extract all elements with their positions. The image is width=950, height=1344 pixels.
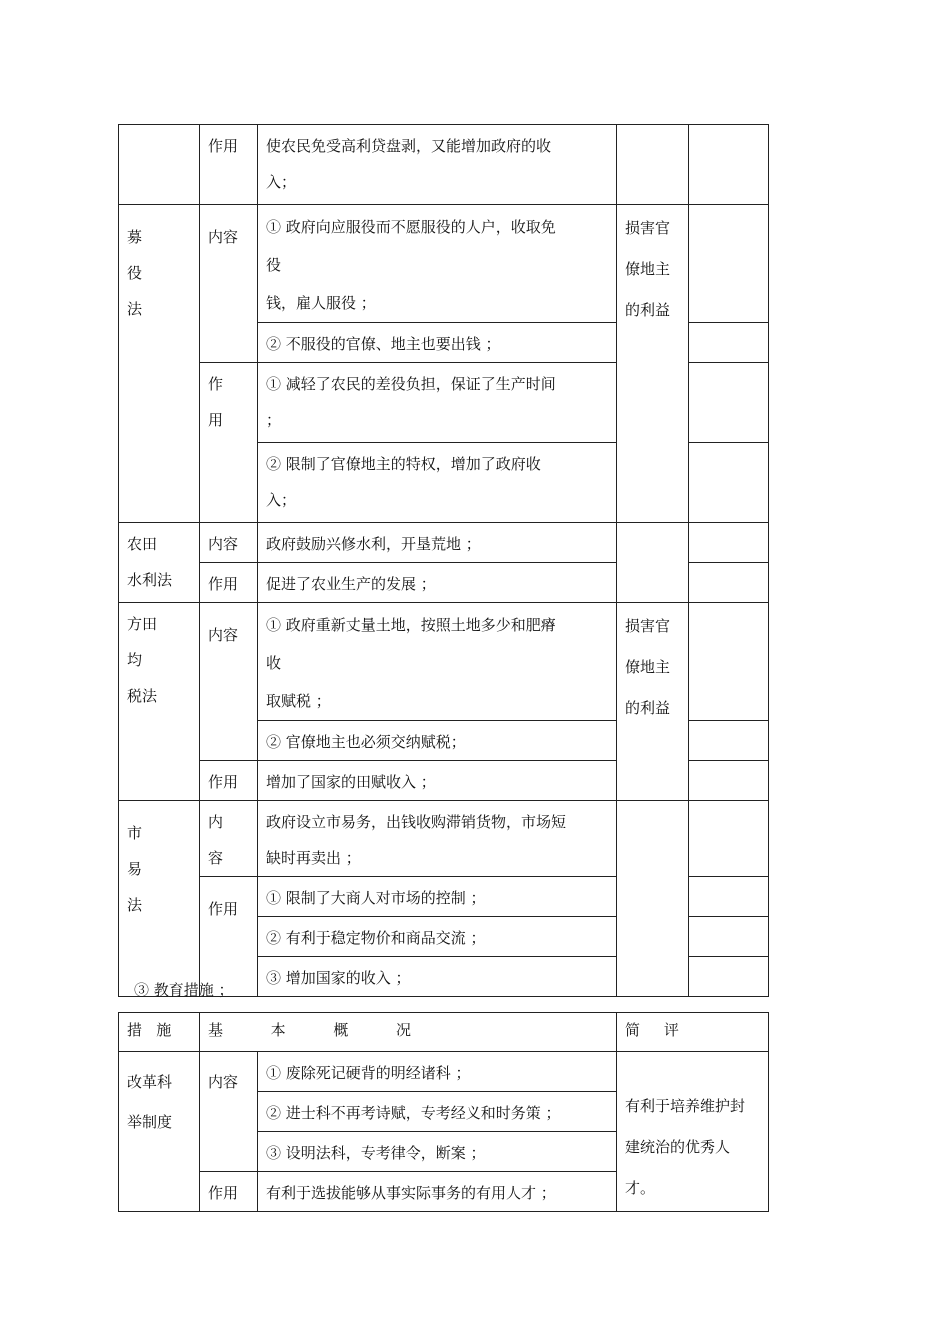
extra-cell bbox=[689, 125, 769, 205]
extra-cell bbox=[689, 917, 769, 957]
content-label: 内 容 bbox=[200, 801, 258, 877]
extra-cell bbox=[689, 761, 769, 801]
effect-label: 作用 bbox=[200, 761, 258, 801]
extra-cell bbox=[689, 563, 769, 603]
extra-cell bbox=[689, 205, 769, 323]
extra-cell bbox=[689, 721, 769, 761]
comment-cell-empty bbox=[617, 523, 689, 603]
effect-text: 促进了农业生产的发展 ； bbox=[258, 563, 617, 603]
content-item-1: ① 废除死记硬背的明经诸科 ； bbox=[258, 1052, 617, 1092]
content-item-2: ② 进士科不再考诗赋，专考经义和时务策 ； bbox=[258, 1092, 617, 1132]
extra-cell bbox=[689, 523, 769, 563]
comment-fangtian: 损害官 僚地主 的利益 bbox=[617, 603, 689, 801]
content-text: 政府鼓励兴修水利，开垦荒地 ； bbox=[258, 523, 617, 563]
effect-text: 有利于选拔能够从事实际事务的有用人才 ； bbox=[258, 1172, 617, 1212]
comment-cell-empty bbox=[617, 125, 689, 205]
measure-keju: 改革科 举制度 bbox=[119, 1052, 200, 1212]
content-text: 政府设立市易务，出钱收购滞销货物，市场短 缺时再卖出 ； bbox=[258, 801, 617, 877]
header-basic: 基 本 概 况 bbox=[200, 1013, 617, 1052]
measure-fangtian: 方田 均 税法 bbox=[119, 603, 200, 801]
content-label: 内容 bbox=[200, 205, 258, 363]
content-item-1: ① 政府重新丈量土地，按照土地多少和肥瘠 收 取赋税 ； bbox=[258, 603, 617, 721]
extra-cell bbox=[689, 957, 769, 997]
effect-text: 增加了国家的田赋收入 ； bbox=[258, 761, 617, 801]
content-label: 内容 bbox=[200, 603, 258, 761]
effect-item-1: ① 减轻了农民的差役负担，保证了生产时间 ； bbox=[258, 363, 617, 443]
extra-cell bbox=[689, 363, 769, 443]
measure-shiyi: 市 易 法 bbox=[119, 801, 200, 997]
extra-cell bbox=[689, 603, 769, 721]
effect-label: 作用 bbox=[200, 877, 258, 997]
content-item-2: ② 官僚地主也必须交纳赋税； bbox=[258, 721, 617, 761]
extra-cell bbox=[689, 877, 769, 917]
extra-cell bbox=[689, 323, 769, 363]
header-measure: 措 施 bbox=[119, 1013, 200, 1052]
measure-mianyi: 募 役 法 bbox=[119, 205, 200, 523]
comment-keju: 有利于培养维护封 建统治的优秀人 才。 bbox=[617, 1052, 769, 1212]
effect-text: 使农民免受高利贷盘剥，又能增加政府的收 入； bbox=[258, 125, 617, 205]
measure-cell-empty bbox=[119, 125, 200, 205]
section-note-education: ③ 教育措施 ； bbox=[134, 981, 234, 999]
effect-label: 作用 bbox=[200, 563, 258, 603]
effect-label: 作用 bbox=[200, 125, 258, 205]
comment-cell-empty bbox=[617, 801, 689, 997]
extra-cell bbox=[689, 801, 769, 877]
content-label: 内容 bbox=[200, 1052, 258, 1172]
reform-table-economy bbox=[118, 124, 769, 997]
header-comment: 简 评 bbox=[617, 1013, 769, 1052]
content-item-2: ② 不服役的官僚、地主也要出钱 ； bbox=[258, 323, 617, 363]
content-label: 内容 bbox=[200, 523, 258, 563]
content-item-3: ③ 设明法科，专考律令，断案 ； bbox=[258, 1132, 617, 1172]
effect-item-2: ② 限制了官僚地主的特权，增加了政府收 入； bbox=[258, 443, 617, 523]
effect-item-2: ② 有利于稳定物价和商品交流 ； bbox=[258, 917, 617, 957]
effect-item-1: ① 限制了大商人对市场的控制 ； bbox=[258, 877, 617, 917]
content-item-1: ① 政府向应服役而不愿服役的人户，收取免 役 钱，雇人服役 ； bbox=[258, 205, 617, 323]
reform-table-education bbox=[118, 1012, 769, 1212]
comment-mianyi: 损害官 僚地主 的利益 bbox=[617, 205, 689, 523]
effect-label: 作用 bbox=[200, 1172, 258, 1212]
measure-nongtian: 农田 水利法 bbox=[119, 523, 200, 603]
effect-item-3: ③ 增加国家的收入 ； bbox=[258, 957, 617, 997]
extra-cell bbox=[689, 443, 769, 523]
effect-label: 作 用 bbox=[200, 363, 258, 523]
